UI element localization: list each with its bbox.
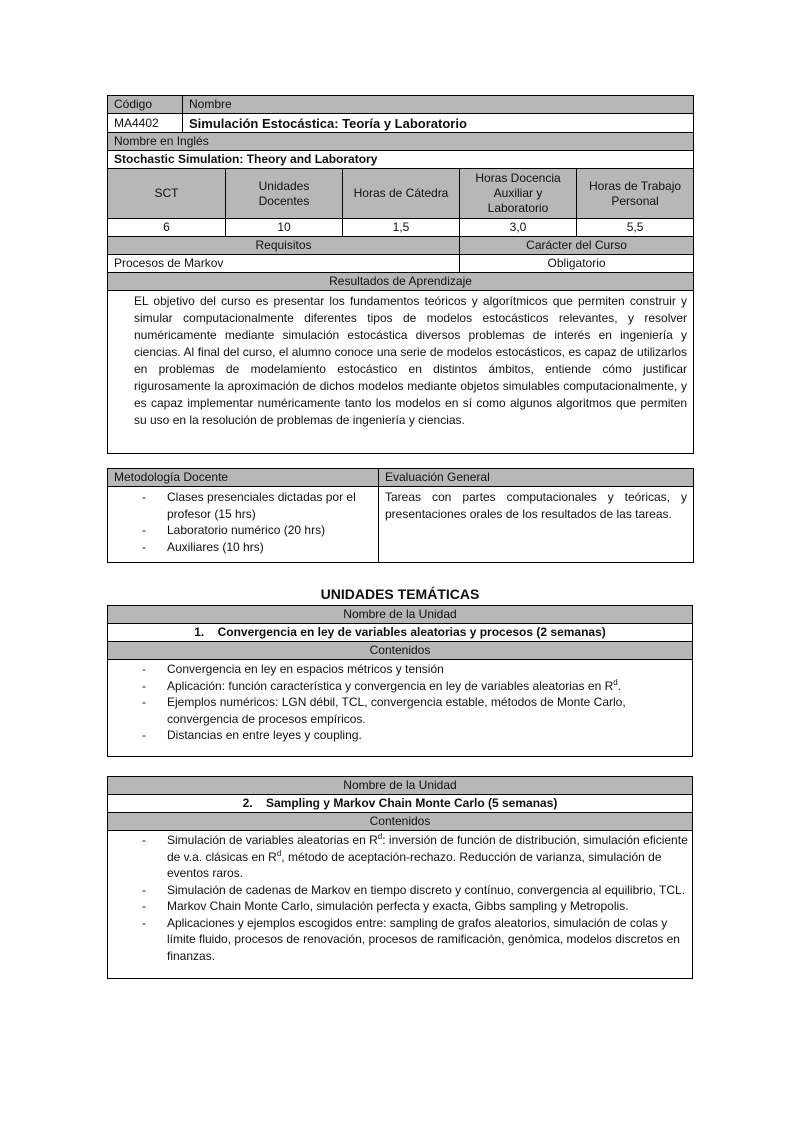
list-item: - Distancias en entre leyes y coupling. — [142, 728, 362, 742]
value-horas-personal: 5,5 — [577, 219, 694, 237]
name-label: Nombre — [183, 96, 694, 114]
evaluacion-label: Evaluación General — [379, 469, 694, 487]
unit-1-contents-label: Contenidos — [108, 642, 693, 660]
unit-1-label: Nombre de la Unidad — [108, 606, 693, 624]
list-item: - Ejemplos numéricos: LGN débil, TCL, convergencia estable, métodos de Monte Carlo, convergencia de procesos empíricos. — [142, 695, 626, 726]
header-horas-personal: Horas de Trabajo Personal — [577, 169, 694, 219]
requisitos-label: Requisitos — [108, 237, 460, 255]
section-title: UNIDADES TEMÁTICAS — [320, 586, 480, 602]
header-horas-auxiliar: Horas Docencia Auxiliar y Laboratorio — [460, 169, 577, 219]
metodologia-table — [107, 468, 694, 563]
header-sct: SCT — [108, 169, 226, 219]
english-name-label: Nombre en Inglés — [108, 133, 694, 151]
resultados-text: EL objetivo del curso es presentar los fundamentos teóricos y algorítmicos que permiten construir y simular computacionalmente diferentes tipos de modelos estocásticos relevantes, y resolver numéricamente mediante simulación estocástica diversos problemas de interés en ingeniería y ciencias. Al final del curso, el alumno conoce una serie de modelos estocásticos, es capaz de utilizarlos en problemas de modelamiento estocástico en distintos ámbitos, entiende cómo justificar rigurosamente la aproximación de dichos modelos mediante objetos simulables computacionalmente, y es capaz implementar numéricamente tanto los modelos en sí como algunos algoritmos que permiten su uso en la resolución de problemas de ingeniería y ciencias. — [108, 291, 694, 454]
requisitos-value: Procesos de Markov — [108, 255, 460, 273]
unit-2-table — [107, 776, 693, 979]
value-sct: 6 — [108, 219, 226, 237]
list-item: - Convergencia en ley en espacios métricos y tensión — [142, 662, 444, 676]
resultados-label: Resultados de Aprendizaje — [108, 273, 694, 291]
unit-1-contents — [108, 660, 693, 757]
english-name: Stochastic Simulation: Theory and Laboratory — [108, 151, 694, 169]
list-item: - Simulación de cadenas de Markov en tiempo discreto y contínuo, convergencia al equilibrio, TCL. — [142, 882, 686, 897]
header-unidades: Unidades Docentes — [226, 169, 343, 219]
header-horas-catedra: Horas de Cátedra — [343, 169, 460, 219]
list-item: - Markov Chain Monte Carlo, simulación perfecta y exacta, Gibbs sampling y Metropolis. — [142, 899, 629, 913]
list-item: - Aplicación: función característica y convergencia en ley de variables aleatorias en $R^d$. — [142, 677, 622, 693]
evaluacion-text: Tareas con partes computacionales y teóricas, y presentaciones orales de los resultados de las tareas. — [379, 487, 694, 563]
list-item: - Simulación de variables aleatorias en $R^d$: inversión de función de distribución, simulación eficiente de v.a. clásicas en $R^d$, método de aceptación-rechazo. Reducción de varianza, simulación de eventos raros. — [142, 832, 688, 880]
list-item: - Aplicaciones y ejemplos escogidos entre: sampling de grafos aleatorios, simulación de colas y límite fluido, procesos de renovación, procesos de ramificación, genómica, modelos discretos en finanzas. — [142, 915, 680, 963]
caracter-label: Carácter del Curso — [460, 237, 694, 255]
value-horas-catedra: 1,5 — [343, 219, 460, 237]
course-code: MA4402 — [108, 114, 183, 133]
unit-1-table — [107, 605, 693, 757]
list-item: - Laboratorio numérico (20 hrs) — [142, 523, 326, 537]
value-horas-auxiliar: 3,0 — [460, 219, 577, 237]
unit-2-contents-label: Contenidos — [108, 813, 693, 831]
course-name: Simulación Estocástica: Teoría y Laboratorio — [183, 114, 694, 133]
code-label: Código — [108, 96, 183, 114]
list-item: - Auxiliares (10 hrs) — [142, 539, 264, 554]
unit-2-contents — [108, 831, 693, 979]
caracter-value: Obligatorio — [460, 255, 694, 273]
value-unidades: 10 — [226, 219, 343, 237]
unit-1-title: 1. Convergencia en ley de variables aleatorias y procesos (2 semanas) — [108, 624, 693, 642]
unit-2-label: Nombre de la Unidad — [108, 777, 693, 795]
unit-2-title: 2. Sampling y Markov Chain Monte Carlo (5 semanas) — [108, 795, 693, 813]
list-item: - Clases presenciales dictadas por el profesor (15 hrs) — [142, 490, 356, 521]
course-info-table — [107, 95, 694, 454]
metodologia-label: Metodología Docente — [108, 469, 379, 487]
metodologia-list-cell — [108, 487, 379, 563]
